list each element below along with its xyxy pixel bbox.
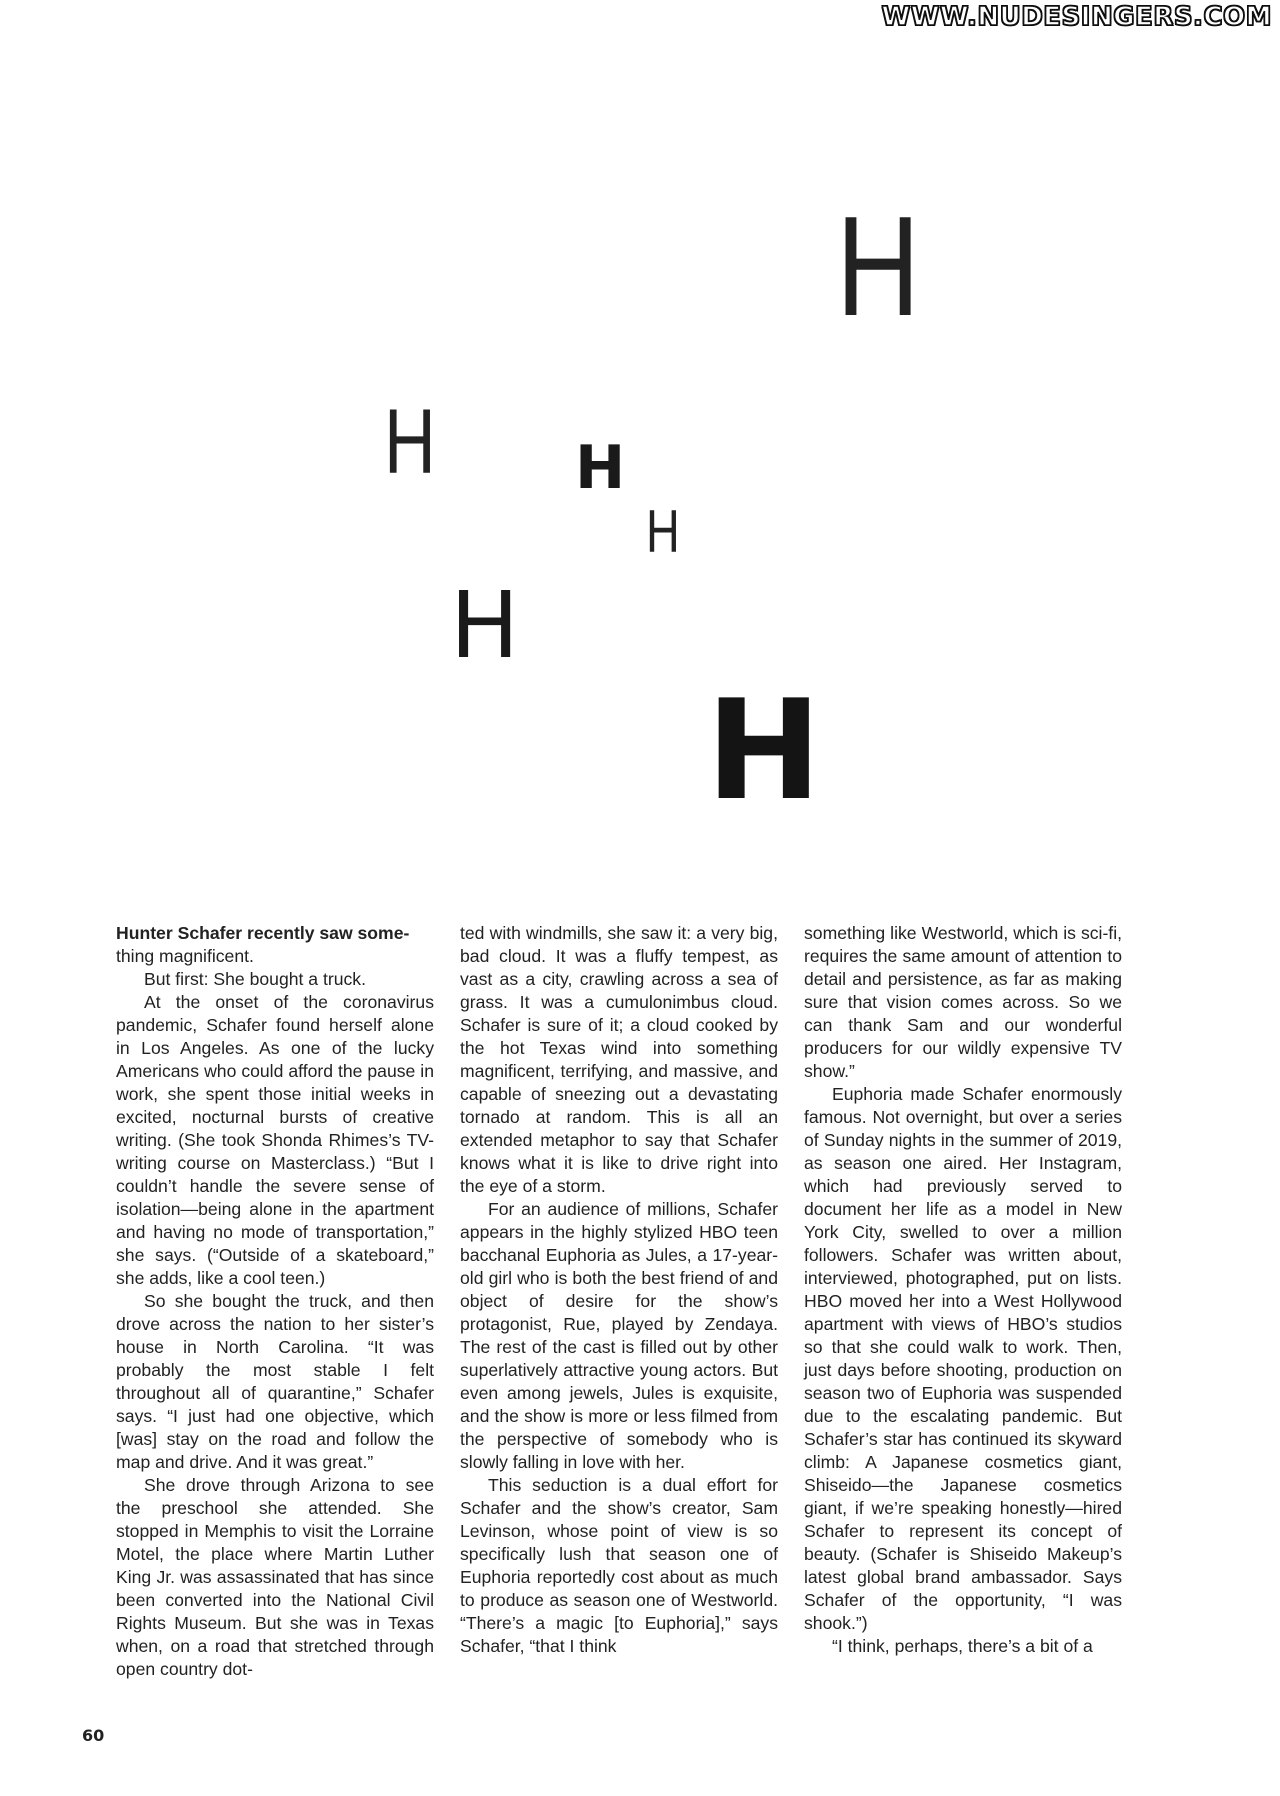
- decorative-letter-h: H: [836, 187, 921, 346]
- decorative-letter-h: H: [646, 498, 680, 565]
- article-paragraph: something like Westworld, which is sci-fi, requires the same amount of attention to detail and persistence, as far as making sure that vision comes across. So we can thank Sam and our wonderful producers for our wildly expensive TV show.”: [804, 923, 1122, 1081]
- article-paragraph: She drove through Arizona to see the preschool she attended. She stopped in Memphis to visit the Lorraine Motel, the place where Martin Luther King Jr. was assassinated that has since been converted into the National Civil Rights Museum. But she was in Texas when, on a road that stretched through open country dot-: [116, 1475, 434, 1679]
- watermark: WWW.NUDESINGERS.COM: [881, 2, 1272, 32]
- article-paragraph: At the onset of the coronavirus pandemic, Schafer found herself alone in Los Angeles. As one of the lucky Americans who could afford the pause in work, she spent those initial weeks in excited, nocturnal bursts of creative writing. (She took Shonda Rhimes’s TV-writing course on Masterclass.) “But I couldn’t handle the severe sense of isolation—being alone in the apartment and having no mode of transportation,” she says. (“Outside of a skateboard,” she adds, like a cool teen.): [116, 992, 434, 1288]
- article-paragraph: Euphoria made Schafer enormously famous. Not overnight, but over a series of Sunday nights in the summer of 2019, as season one aired. Her Instagram, which had previously served to document her life as a model in New York City, swelled to over a million followers. Schafer was written about, interviewed, photographed, put on lists. HBO moved her into a West Hollywood apartment with views of HBO’s studios so that she could walk to work. Then, just days before shooting, production on season two of Euphoria was suspended due to the escalating pandemic. But Schafer’s star has continued its skyward climb: A Japanese cosmetics giant, Shiseido—the Japanese cosmetics giant, if we’re speaking honestly—hired Schafer to represent its concept of beauty. (Schafer is Shiseido Makeup’s latest global brand ambassador. Says Schafer of the opportunity, “I was shook.”): [804, 1084, 1122, 1633]
- article-paragraph: “I think, perhaps, there’s a bit of a: [832, 1636, 1093, 1656]
- article-paragraph: But first: She bought a truck.: [144, 969, 366, 989]
- article-paragraph: ted with windmills, she saw it: a very big, bad cloud. It was a fluffy tempest, as vast as a city, crawling across a sea of grass. It was a cumulonimbus cloud. Schafer is sure of it; a cloud cooked by the hot Texas wind into something magnificent, terrifying, and massive, and capable of sneezing out a devastating tornado at random. This is all an extended metaphor to say that Schafer knows what it is like to drive right into the eye of a storm.: [460, 923, 778, 1196]
- article-body: [116, 922, 1122, 1681]
- decorative-letter-h: H: [384, 391, 436, 493]
- article-paragraph: This seduction is a dual effort for Schafer and the show’s creator, Sam Levinson, whose point of view is so specifically lush that season one of Euphoria reportedly cost about as much to produce as season one of Westworld. “There’s a magic [to Euphoria],” says Schafer, “that I think: [460, 1475, 778, 1656]
- article-paragraph: [116, 922, 434, 968]
- article-column-2: [460, 922, 778, 1681]
- article-column-1: [116, 922, 434, 1681]
- article-paragraph: So she bought the truck, and then drove across the nation to her sister’s house in North Carolina. “It was probably the most stable I felt throughout all of quarantine,” Schafer says. “I just had one objective, which [was] stay on the road and follow the map and drive. And it was great.”: [116, 1291, 434, 1472]
- decorative-letter-h: H: [450, 572, 520, 679]
- decorative-letter-h: H: [575, 433, 626, 503]
- paragraph-text: thing magnificent.: [116, 946, 254, 966]
- decorative-letter-h: H: [706, 670, 822, 831]
- article-lead: Hunter Schafer recently saw some-: [116, 923, 410, 943]
- page-number: 60: [82, 1726, 105, 1745]
- article-paragraph: For an audience of millions, Schafer appears in the highly stylized HBO teen bacchanal Euphoria as Jules, a 17-year-old girl who is both the best friend of and object of desire for the show’s protagonist, Rue, played by Zendaya. The rest of the cast is filled out by other superlatively attractive young actors. But even among jewels, Jules is exquisite, and the show is more or less filmed from the perspective of somebody who is slowly falling in love with her.: [460, 1199, 778, 1472]
- article-column-3: [804, 922, 1122, 1681]
